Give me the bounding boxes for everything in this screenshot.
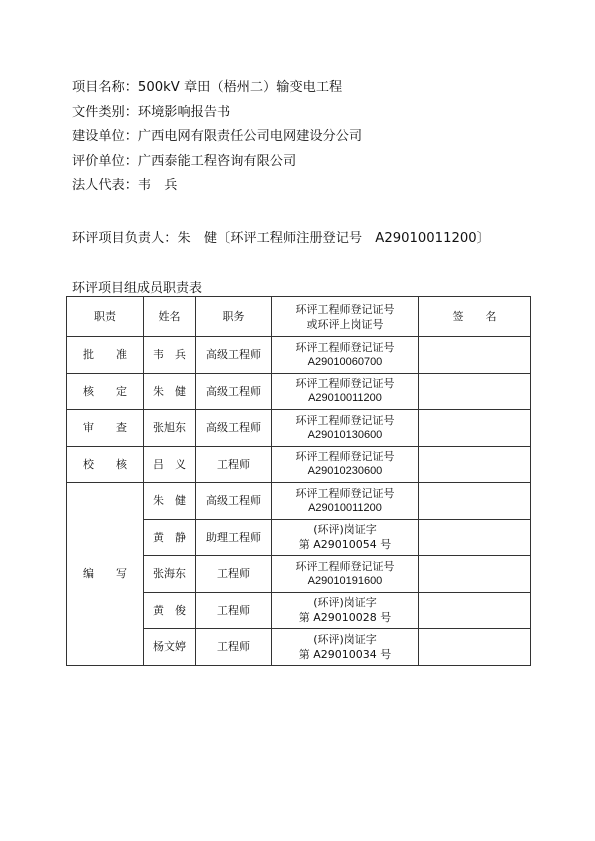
title-cell: 高级工程师 <box>196 483 272 520</box>
certificate-label: (环评)岗证字 <box>313 596 377 610</box>
certificate-cell <box>272 519 419 556</box>
header-signature: 签 名 <box>419 297 531 337</box>
member-duty-table <box>66 296 531 666</box>
evaluator-line: 评价单位：广西泰能工程咨询有限公司 <box>72 153 297 169</box>
certificate-label: 环评工程师登记证号 <box>295 413 395 427</box>
signature-cell <box>419 337 531 374</box>
header-name: 姓名 <box>144 297 196 337</box>
certificate-label: 环评工程师登记证号 <box>295 450 395 464</box>
name-cell: 吕 义 <box>144 446 196 483</box>
certificate-number: A29010011200 <box>308 501 382 514</box>
signature-cell <box>419 410 531 447</box>
certificate-label: (环评)岗证字 <box>313 523 377 537</box>
project-name-line: 项目名称：500kV 章田（梧州二）输变电工程 <box>72 80 343 95</box>
table-row <box>67 483 531 520</box>
certificate-number: A29010060700 <box>307 355 383 368</box>
title-cell: 高级工程师 <box>196 410 272 447</box>
certificate-number: A29010230600 <box>307 465 383 478</box>
builder-line: 建设单位：广西电网有限责任公司电网建设分公司 <box>72 129 363 145</box>
document-type-line: 文件类别：环境影响报告书 <box>72 104 231 120</box>
certificate-label: 环评工程师登记证号 <box>295 340 395 354</box>
certificate-cell <box>272 629 419 666</box>
table-row <box>67 446 531 483</box>
certificate-number: 第 A29010054 号 <box>298 538 392 552</box>
certificate-cell <box>272 373 419 410</box>
certificate-number: A29010011200 <box>308 392 382 405</box>
certificate-number: A29010191600 <box>307 574 383 587</box>
title-cell: 工程师 <box>196 629 272 666</box>
project-lead-line: 环评项目负责人：朱 健〔环评工程师注册登记号 A29010011200〕 <box>72 231 490 246</box>
title-cell: 工程师 <box>196 556 272 593</box>
role-cell-approve: 批 准 <box>67 337 144 374</box>
certificate-cell <box>272 446 419 483</box>
header-duty: 职责 <box>67 297 144 337</box>
role-cell-review: 审 查 <box>67 410 144 447</box>
title-cell: 工程师 <box>196 446 272 483</box>
table-row <box>67 337 531 374</box>
header-title: 职务 <box>196 297 272 337</box>
signature-cell <box>419 373 531 410</box>
name-cell: 黄 俊 <box>144 592 196 629</box>
project-info-block <box>72 76 362 199</box>
name-cell: 张旭东 <box>144 410 196 447</box>
certificate-label: (环评)岗证字 <box>313 632 377 646</box>
signature-cell <box>419 592 531 629</box>
table-caption: 环评项目组成员职责表 <box>72 281 203 296</box>
signature-cell <box>419 446 531 483</box>
legal-representative-line: 法人代表：韦 兵 <box>72 178 178 194</box>
certificate-cell <box>272 337 419 374</box>
certificate-cell <box>272 556 419 593</box>
certificate-cell <box>272 592 419 629</box>
header-certificate <box>272 297 419 337</box>
certificate-cell <box>272 483 419 520</box>
certificate-number: 第 A29010034 号 <box>298 647 392 661</box>
certificate-number: 第 A29010028 号 <box>298 611 392 625</box>
name-cell: 张海东 <box>144 556 196 593</box>
role-cell-verify: 核 定 <box>67 373 144 410</box>
title-cell: 高级工程师 <box>196 373 272 410</box>
table-row <box>67 373 531 410</box>
signature-cell <box>419 483 531 520</box>
table-row <box>67 410 531 447</box>
certificate-number: A29010130600 <box>307 428 383 441</box>
name-cell: 韦 兵 <box>144 337 196 374</box>
certificate-label: 环评工程师登记证号 <box>295 559 395 573</box>
title-cell: 工程师 <box>196 592 272 629</box>
table-header-row <box>67 297 531 337</box>
signature-cell <box>419 556 531 593</box>
certificate-cell <box>272 410 419 447</box>
title-cell: 助理工程师 <box>196 519 272 556</box>
header-certificate-line1: 环评工程师登记证号 <box>295 302 395 316</box>
header-certificate-line2: 或环评上岗证号 <box>306 317 384 331</box>
role-cell-proofread: 校 核 <box>67 446 144 483</box>
title-cell: 高级工程师 <box>196 337 272 374</box>
certificate-label: 环评工程师登记证号 <box>295 377 395 391</box>
signature-cell <box>419 629 531 666</box>
name-cell: 朱 健 <box>144 483 196 520</box>
role-cell-compile: 编 写 <box>67 483 144 666</box>
certificate-label: 环评工程师登记证号 <box>295 486 395 500</box>
name-cell: 杨文婷 <box>144 629 196 666</box>
name-cell: 朱 健 <box>144 373 196 410</box>
signature-cell <box>419 519 531 556</box>
name-cell: 黄 静 <box>144 519 196 556</box>
